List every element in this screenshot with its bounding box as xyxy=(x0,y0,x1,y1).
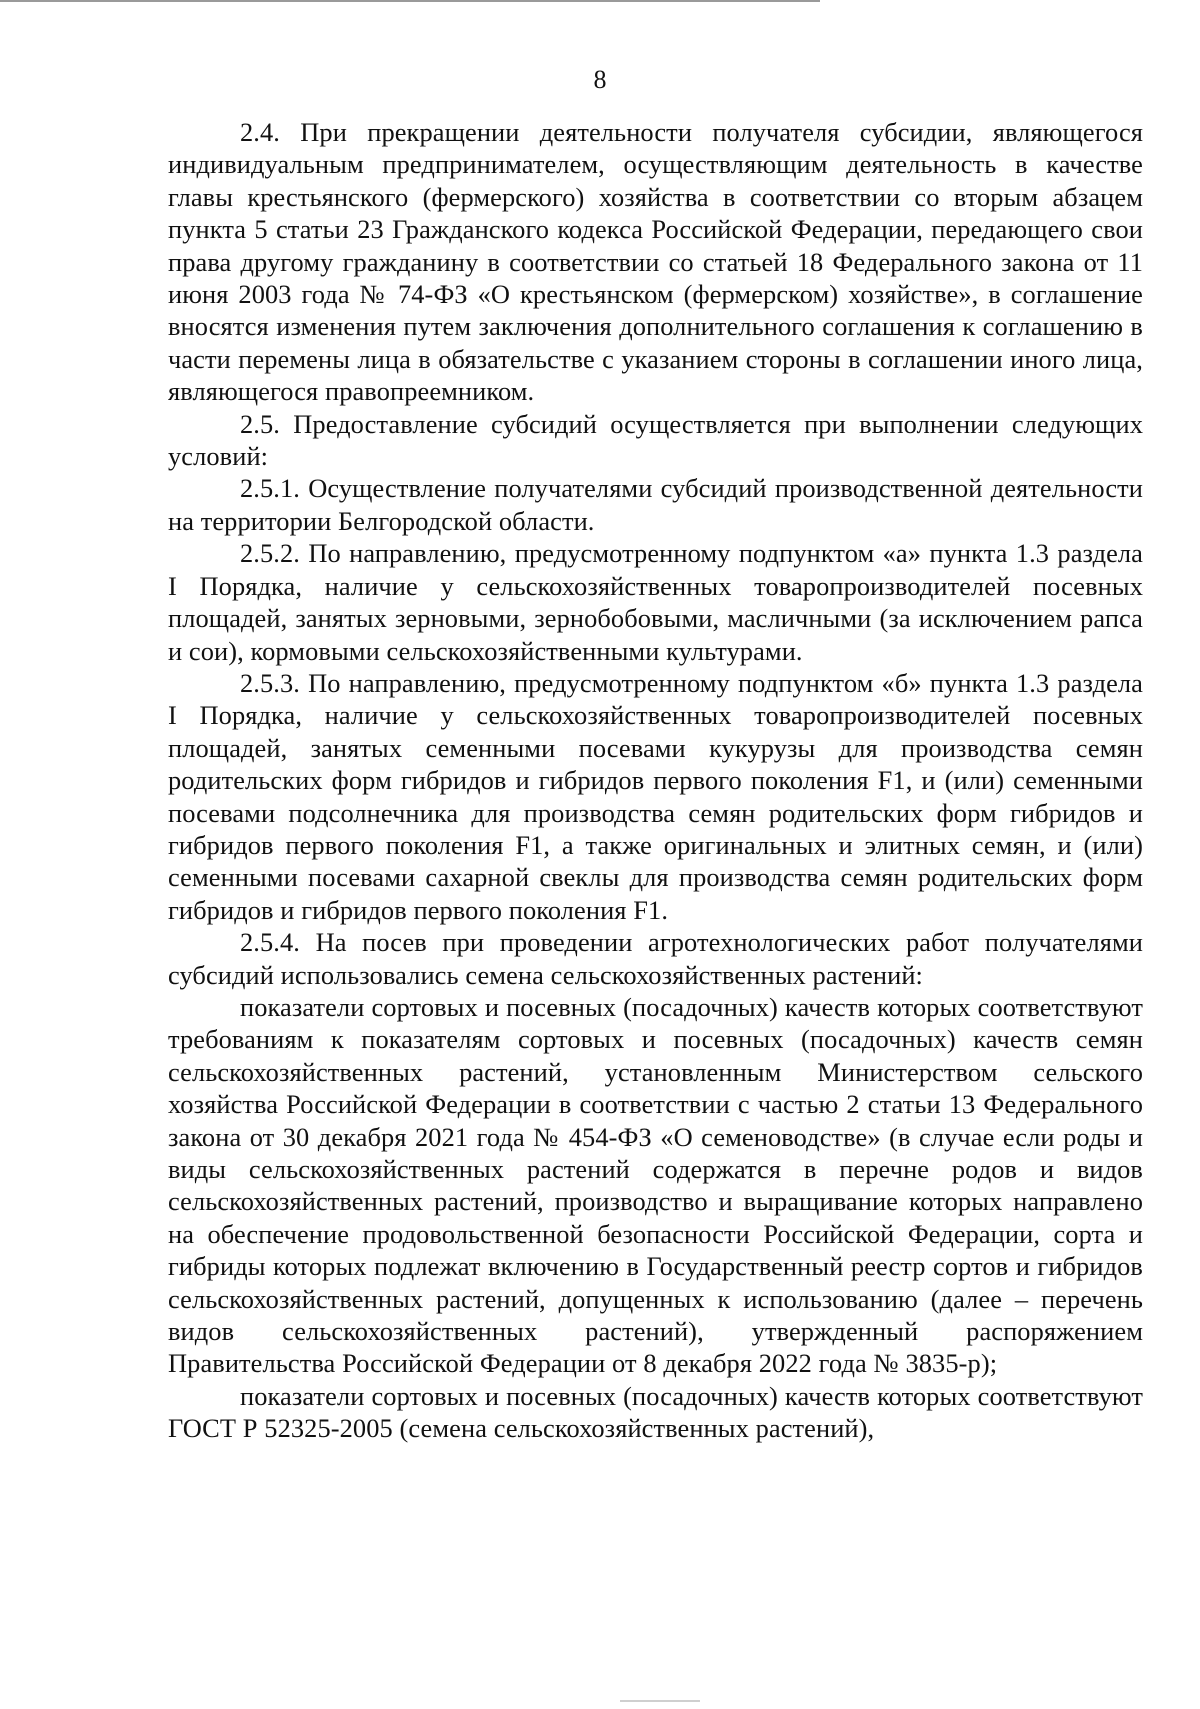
paragraph-2-5-4: 2.5.4. На посев при проведении агротехнологических работ получателями субсидий использовались семена сельскохозяйственных растений: xyxy=(168,927,1143,990)
scan-top-edge xyxy=(0,0,820,2)
page-number: 8 xyxy=(593,65,607,94)
paragraph-2-4: 2.4. При прекращении деятельности получателя субсидии, являющегося индивидуальным предпринимателем, осуществляющим деятельность в качестве главы крестьянского (фермерского) хозяйства в соответствии со вторым абзацем пункта 5 статьи 23 Гражданского кодекса Российской Федерации, передающего свои права другому гражданину в соответствии со статьей 18 Федерального закона от 11 июня 2003 года № 74-ФЗ «О крестьянском (фермерском) хозяйстве», в соглашение вносятся изменения путем заключения дополнительного соглашения к соглашению в части перемены лица в обязательстве с указанием стороны в соглашении иного лица, являющегося правопреемником. xyxy=(168,117,1143,407)
paragraph-2-5: 2.5. Предоставление субсидий осуществляется при выполнении следующих условий: xyxy=(168,408,1143,472)
paragraph-seed-quality-requirements: показатели сортовых и посевных (посадочных) качеств которых соответствуют требованиям к показателям сортовых и посевных (посадочных) качеств семян сельскохозяйственных растений, установленным Министерством сельского хозяйства Российской Федерации в соответствии с частью 2 статьи 13 Федерального закона от 30 декабря 2021 года № 454-ФЗ «О семеноводстве» (в случае если роды и виды сельскохозяйственных растений содержатся в перечне родов и видов сельскохозяйственных растений, производство и выращивание которых направлено на обеспечение продовольственной безопасности Российской Федерации, сорта и гибриды которых подлежат включению в Государственный реестр сортов и гибридов сельскохозяйственных растений, допущенных к использованию (далее – перечень видов сельскохозяйственных растений), утвержденный распоряжением Правительства Российской Федерации от 8 декабря 2022 года № 3835-р); xyxy=(168,991,1143,1379)
scan-artifact xyxy=(620,1700,700,1702)
paragraph-2-5-2: 2.5.2. По направлению, предусмотренному подпунктом «а» пункта 1.3 раздела I Порядка, наличие у сельскохозяйственных товаропроизводителей посевных площадей, занятых зерновыми, зернобобовыми, масличными (за исключением рапса и сои), кормовыми сельскохозяйственными культурами. xyxy=(168,538,1143,666)
document-body xyxy=(168,116,1143,1445)
paragraph-seed-quality-gost: показатели сортовых и посевных (посадочных) качеств которых соответствуют ГОСТ Р 52325-2005 (семена сельскохозяйственных растений), xyxy=(168,1380,1143,1444)
paragraph-2-5-1: 2.5.1. Осуществление получателями субсидий производственной деятельности на территории Белгородской области. xyxy=(168,473,1143,536)
paragraph-2-5-3: 2.5.3. По направлению, предусмотренному подпунктом «б» пункта 1.3 раздела I Порядка, наличие у сельскохозяйственных товаропроизводителей посевных площадей, занятых семенными посевами кукурузы для производства семян родительских форм гибридов и гибридов первого поколения F1, и (или) семенными посевами подсолнечника для производства семян родительских форм гибридов и гибридов первого поколения F1, а также оригинальных и элитных семян, и (или) семенными посевами сахарной свеклы для производства семян родительских форм гибридов и гибридов первого поколения F1. xyxy=(168,667,1143,925)
